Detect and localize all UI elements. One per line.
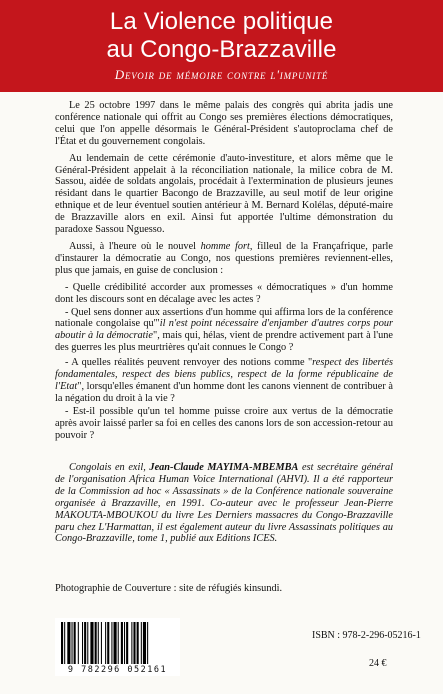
author-bio bbox=[55, 462, 393, 545]
barcode-bar bbox=[107, 622, 109, 664]
barcode-bar bbox=[111, 622, 112, 664]
barcode-bar bbox=[141, 622, 142, 664]
subtitle: Devoir de mémoire contre l'impunité bbox=[114, 67, 329, 82]
question-2-start: - Quel sens donner aux assertions d'un homme qui affirma lors de la conférence nationale congolaise qu'" bbox=[55, 306, 393, 330]
barcode-bar bbox=[118, 622, 119, 664]
question-3-quote: respect des libertés fondamentales, respect des biens publics, respect de la forme républicaine de l'Etat bbox=[55, 357, 393, 392]
question-2-end: ", mais qui, hélas, vient de prendre activement part à l'une des guerres les plus meurtrières qu'ait connues le Congo ? bbox=[55, 330, 393, 354]
question-2 bbox=[55, 307, 393, 355]
barcode-bar bbox=[82, 622, 83, 664]
barcode-bar bbox=[133, 622, 135, 664]
question-3-start: - A quelles réalités peuvent renvoyer des notions comme " bbox=[65, 357, 313, 369]
paragraph-3 bbox=[55, 241, 393, 277]
question-4: - Est-il possible qu'un tel homme puisse croire aux vertus de la démocratie après avoir laissé parler sa foi en celles des canons lors de son accession-retour au pouvoir ? bbox=[55, 405, 393, 441]
question-2-quote: il n'est point nécessaire d'enjamber d'autres corps pour aboutir à la démocratie bbox=[55, 318, 394, 342]
author-bio-end: est secrétaire général de l'organisation Africa Human Voice International (AHVI). Il a été rapporteur de la Commission ad hoc « Assassinats » de la Conférence nationale souveraine organisée à Brazzaville, en 1991. Co-auteur avec le professeur Jean-Pierre MAKOUTA-MBOUKOU du livre Les Derniers massacres du Congo-Brazzaville paru chez L'Harmattan, il est également auteur du livre Assassinats politiques au Congo-Brazzaville, tome 1, publié aux Editions ICES. bbox=[55, 462, 394, 545]
paragraph-2: Au lendemain de cette cérémonie d'auto-investiture, et alors même que le Général-Président appelait à la réconciliation nationale, la milice cobra de M. Sassou, aidée de soldats angolais, procédait à l'extermination de plusieurs jeunes résidant dans le quartier Bacongo de Brazzaville, au seul motif de leur origine ethnique et de leur éventuel soutien antérieur à M. Bernard Kolélas, député-maire de Brazzaville alors en exil. Ainsi fut apportée l'ultime démonstration du paradoxe Sassou Nguesso. bbox=[55, 152, 393, 236]
title-line-2: au Congo-Brazzaville bbox=[106, 36, 337, 63]
barcode-bar bbox=[137, 622, 139, 664]
barcode-bar bbox=[61, 622, 63, 664]
barcode-bar bbox=[131, 622, 132, 664]
paragraph-3-emphasis: homme fort bbox=[200, 240, 250, 252]
barcode-bars bbox=[55, 618, 180, 666]
barcode-bar bbox=[95, 622, 97, 664]
barcode-bar bbox=[74, 622, 76, 664]
author-bio-paragraph bbox=[55, 462, 393, 545]
barcode-bar bbox=[84, 622, 86, 664]
barcode-bar bbox=[121, 622, 123, 664]
barcode-bar bbox=[87, 622, 88, 664]
isbn: ISBN : 978-2-296-05216-1 bbox=[312, 630, 421, 641]
barcode-number: 9 782296 052161 bbox=[55, 665, 180, 675]
barcode-bar bbox=[90, 622, 93, 664]
barcode-bar bbox=[72, 622, 73, 664]
author-bio-start: Congolais en exil, bbox=[69, 462, 150, 473]
photo-credit: Photographie de Couverture : site de réfugiés kinsundi. bbox=[55, 583, 283, 594]
barcode-bar bbox=[78, 622, 79, 664]
barcode-bar bbox=[64, 622, 65, 664]
barcode-bar bbox=[67, 622, 70, 664]
price: 24 € bbox=[369, 658, 387, 669]
barcode-bar bbox=[124, 622, 125, 664]
barcode-bar bbox=[143, 622, 146, 664]
barcode-bar bbox=[126, 622, 128, 664]
barcode-bar bbox=[98, 622, 99, 664]
barcode-bar bbox=[147, 622, 148, 664]
barcode-bar bbox=[114, 622, 117, 664]
back-cover-text bbox=[55, 100, 393, 442]
title-line-1: La Violence politique bbox=[109, 8, 334, 35]
question-3 bbox=[55, 357, 393, 405]
barcode-bar bbox=[105, 622, 106, 664]
paragraph-3-start: Aussi, à l'heure où le nouvel bbox=[69, 240, 201, 252]
question-1: - Quelle crédibilité accorder aux promesses « démocratiques » d'un homme dont les discours sont en décalage avec les actes ? bbox=[55, 281, 393, 305]
barcode-bar bbox=[101, 622, 102, 664]
paragraph-3-end: , filleul de la Françafrique, parle d'instaurer la démocratie au Congo, nos questions premières reviennent-elles, plus que jamais, en guise de conclusion : bbox=[55, 240, 393, 276]
paragraph-1: Le 25 octobre 1997 dans le même palais des congrès qui abrita jadis une conférence nationale qui offrit au Congo ses premières élections démocratiques, celui que l'on appelle désormais le Général-Président s'autoproclama chef de l'État et du gouvernement congolais. bbox=[55, 100, 393, 147]
question-3-end: ", lorsqu'elles émanent d'un homme dont les canons viennent de contribuer à la négation du droit à la vie ? bbox=[55, 380, 393, 404]
author-name: Jean-Claude MAYIMA-MBEMBA bbox=[149, 462, 299, 473]
